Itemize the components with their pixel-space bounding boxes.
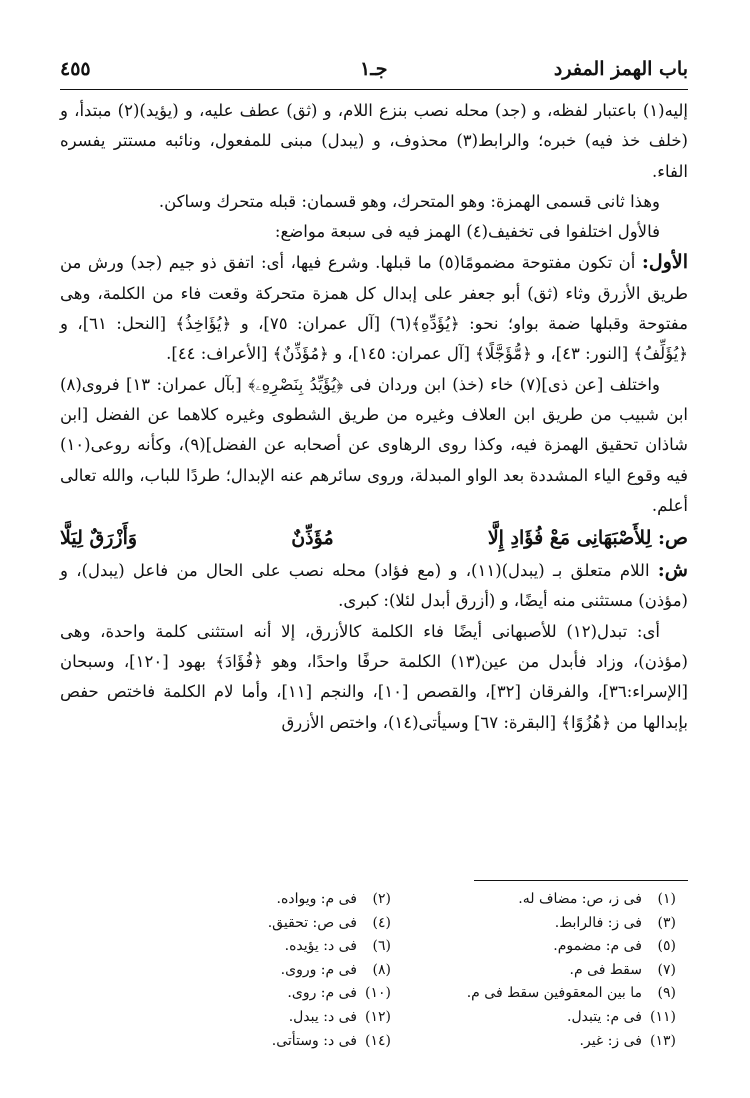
- footnote-number: (١٠): [365, 985, 391, 1002]
- footnote: [403, 1030, 688, 1054]
- footnote-number: (٥): [657, 938, 676, 955]
- footnote-text: فى م: مضموم.: [553, 938, 642, 955]
- page-number: ٤٥٥: [60, 58, 91, 80]
- footnote: [118, 935, 403, 959]
- paragraph: أى: تبدل(١٢) للأصبهانى أيضًا فاء الكلمة كالأزرق، إلا أنه استثنى كلمة واحدة، وهى (مؤذن)، وزاد فأبدل من عين(١٣) الكلمة حرفًا واحدًا، وهو ﴿فُؤَادَ﴾ بهود [١٢٠]، وسبحان [الإسراء:٣٦]، والفرقان [٣٢]، والقصص [١٠]، والنجم [١١]، وأما لام الكلمة فاختص حفص بإبدالها من ﴿هُزُوًا﴾ [البقرة: ٦٧] وسيأتى(١٤)، واختص الأزرق: [60, 621, 688, 732]
- footnote-text: ما بين المعقوفين سقط فى م.: [466, 985, 642, 1002]
- paragraph: وهذا ثانى قسمى الهمزة: وهو المتحرك، وهو قسمان: قبله متحرك وساكن.: [158, 191, 660, 211]
- footnote-text: فى د: يبدل.: [288, 1008, 357, 1025]
- footnote-number: (٩): [657, 985, 676, 1002]
- footnote-number: (١٣): [650, 1032, 676, 1049]
- footnote-number: (٦): [372, 938, 391, 955]
- footnote: [118, 1006, 403, 1030]
- footnote-text: فى ز: فالرابط.: [554, 914, 642, 931]
- footnote-text: فى م: يتبدل.: [567, 1008, 642, 1025]
- footnote: [403, 912, 688, 936]
- footnote-number: (٣): [657, 914, 676, 931]
- footnote-text: فى د: وستأتى.: [271, 1032, 357, 1049]
- commentary-label: ش:: [657, 559, 688, 582]
- footnote: [403, 935, 688, 959]
- commentary-text: اللام متعلق بـ (يبدل)(١١)، و (مع فؤاد) محله نصب على الحال من فاعل (يبدل)، و (مؤذن) مستثنى منه أيضًا، و (أزرق أبدل لئلا): كبرى.: [60, 561, 688, 611]
- footnote-text: فى ز، ص: مضاف له.: [518, 891, 642, 907]
- poem-hemistich-1: [488, 521, 688, 555]
- poem-segment: لِلأَصْبَهَانِى مَعْ فُؤَادِ إِلَّا: [487, 527, 652, 550]
- footnote-number: (١): [657, 891, 676, 907]
- footnote: [403, 1006, 688, 1030]
- footnote-number: (١١): [650, 1008, 676, 1025]
- footnote-number: (٢): [372, 891, 391, 907]
- poem-line: [60, 521, 688, 555]
- footnote-text: فى م: روى.: [287, 985, 357, 1002]
- paragraph: فالأول اختلفوا فى تخفيف(٤) الهمز فيه فى سبعة مواضع:: [274, 222, 660, 242]
- footnote-number: (١٢): [365, 1008, 391, 1025]
- paragraph-text: أن تكون مفتوحة مضمومًا(٥) ما قبلها. وشرع فيها، أى: اتفق ذو جيم (جد) ورش من طريق الأزرق وثاء (ثق) أبو جعفر على إبدال كل همزة متحركة وقعت فاء من الكلمة، وهى مفتوحة وقبلها ضمة بواو؛ نحو: ﴿يُؤَدِّهِ﴾(٦) [آل عمران: ٧٥]، و ﴿يُؤَاخِذُ﴾ [النحل: ٦١]، و ﴿يُؤَلِّفُ﴾ [النور: ٤٣]، و ﴿مُّؤَجَّلًا﴾ [آل عمران: ١٤٥]، و ﴿مُؤَذِّنٌ﴾ [الأعراف: ٤٤].: [60, 253, 688, 364]
- footnote: [403, 982, 688, 1006]
- footnote-rule: [474, 880, 688, 881]
- paragraph: إليه(١) باعتبار لفظه، و (جد) محله نصب بنزع اللام، و (ثق) عطف عليه، و (يؤيد)(٢) مبتدأ، و (خلف خذ فيه) خبره؛ والرابط(٣) محذوف، و (يبدل) مبنى للمفعول، ونائبه مستتر يفسره الفاء.: [60, 101, 689, 181]
- footnote-number: (٧): [657, 961, 676, 978]
- footnote-text: فى م: وروى.: [280, 961, 357, 978]
- poem-label: ص:: [658, 527, 688, 550]
- footnote: [118, 888, 403, 912]
- footnote-text: فى م: ويواده.: [276, 891, 357, 907]
- paragraph: [60, 247, 688, 369]
- footnote-text: فى د: يؤيده.: [284, 938, 357, 955]
- page-header: [60, 52, 688, 88]
- chapter-title: باب الهمز المفرد: [553, 58, 688, 80]
- footnote-number: (٤): [372, 914, 391, 931]
- section-label: الأول:: [641, 251, 688, 274]
- footnote: [118, 1030, 403, 1054]
- poem-segment: وَأَزْرَقٌ لِيَلَّا: [60, 527, 138, 550]
- footnote: [403, 888, 688, 912]
- main-text: [60, 96, 688, 738]
- footnotes: [118, 888, 688, 1053]
- poem-segment: مُؤَذِّنٌ: [291, 527, 334, 550]
- footnote: [403, 959, 688, 983]
- footnote-text: فى ص: تحقيق.: [267, 914, 357, 931]
- volume-label: جـ١: [360, 58, 388, 80]
- footnote-number: (١٤): [365, 1032, 391, 1049]
- footnote: [118, 959, 403, 983]
- footnote-number: (٨): [372, 961, 391, 978]
- footnote: [118, 982, 403, 1006]
- footnote: [118, 912, 403, 936]
- paragraph: واختلف [عن ذى](٧) خاء (خذ) ابن وردان فى ﴿يُؤَيِّدُ بِنَصْرِهِۦ﴾ [بآل عمران: ١٣] فروى(٨) ابن شبيب من طريق ابن العلاف وغيره من طريق الشطوى وغيره كلاهما عن الفضل [ابن شاذان تحقيق الهمزة فيه، وكذا روى الرهاوى عن أصحابه عن الفضل](٩)، وكأنه روعى(١٠) فيه وقوع الياء المشددة بعد الواو المبدلة، وروى سائرهم عنه الإبدال؛ طردًا للباب، والله تعالى أعلم.: [60, 374, 688, 515]
- footnote-text: سقط فى م.: [569, 961, 642, 978]
- header-rule: [60, 89, 688, 90]
- commentary: [60, 555, 688, 617]
- footnote-text: فى ز: غير.: [579, 1032, 642, 1049]
